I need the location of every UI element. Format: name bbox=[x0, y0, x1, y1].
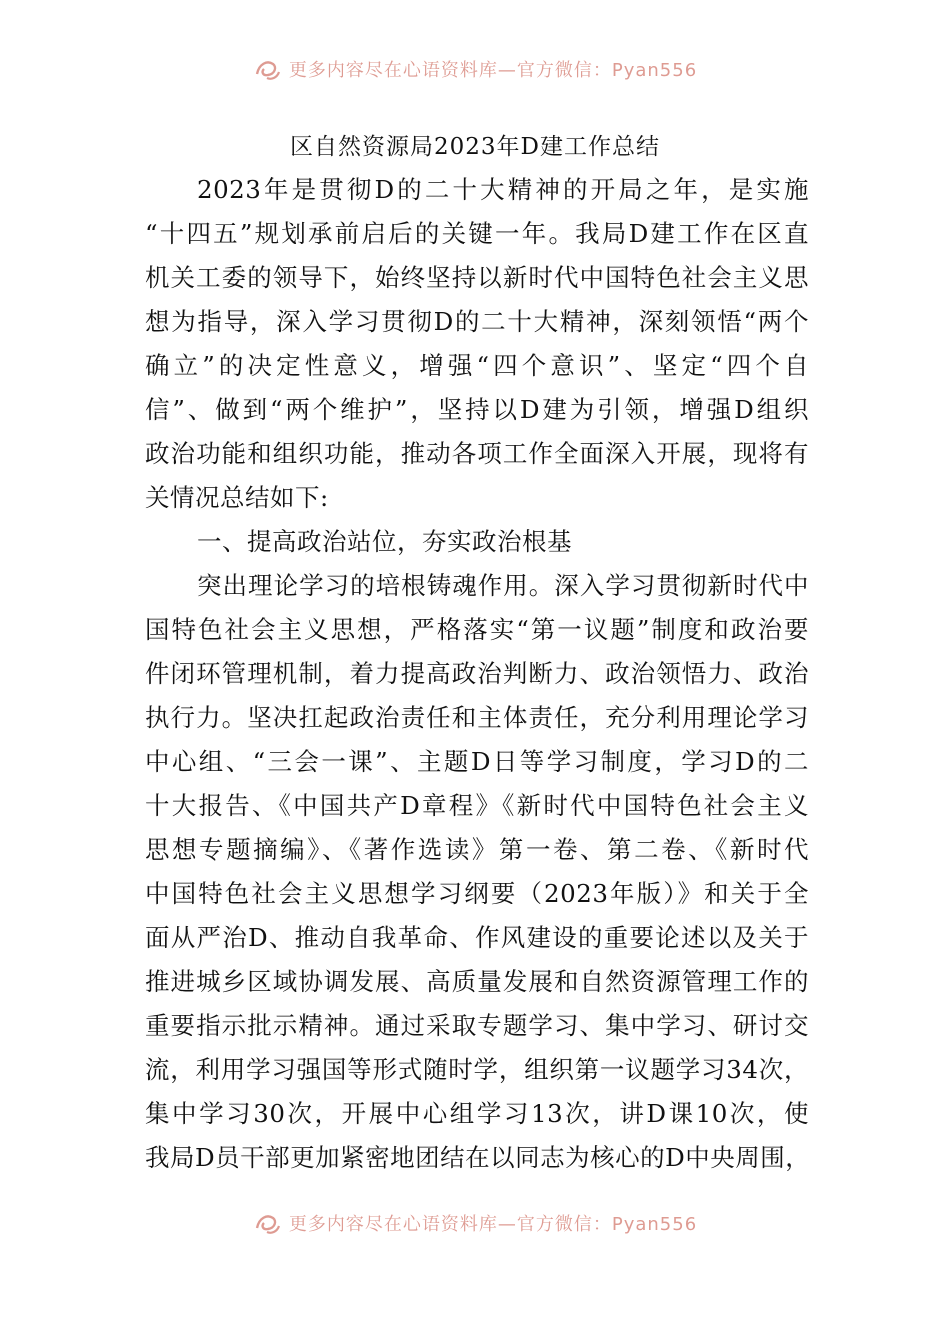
study-line: 中国特色社会主义思想学习纲要（2023年版）》和关于全 bbox=[145, 879, 809, 908]
study-line: 我局D员干部更加紧密地团结在以同志为核心的D中央周围， bbox=[145, 1143, 811, 1172]
document-body bbox=[145, 168, 809, 1180]
study-line: 思想专题摘编》、《著作选读》第一卷、第二卷、《新时代 bbox=[145, 835, 809, 864]
intro-line: 政治功能和组织功能，推动各项工作全面深入开展，现将有 bbox=[145, 439, 809, 468]
section-heading: 一、提高政治站位，夯实政治根基 bbox=[197, 527, 572, 556]
study-line: 件闭环管理机制，着力提高政治判断力、政治领悟力、政治 bbox=[145, 659, 809, 688]
intro-line: 想为指导，深入学习贯彻D的二十大精神，深刻领悟“两个 bbox=[145, 307, 809, 336]
document-title: 区自然资源局2023年D建工作总结 bbox=[290, 134, 660, 160]
study-line: 集中学习30次，开展中心组学习13次，讲D课10次，使 bbox=[145, 1099, 809, 1128]
watermark-bottom bbox=[0, 1206, 950, 1240]
watermark-top bbox=[0, 52, 950, 86]
study-line: 突出理论学习的培根铸魂作用。深入学习贯彻新时代中 bbox=[197, 571, 809, 600]
intro-line: 2023年是贯彻D的二十大精神的开局之年，是实施 bbox=[197, 175, 809, 204]
study-line: 十大报告、《中国共产D章程》《新时代中国特色社会主义 bbox=[145, 791, 809, 820]
watermark-text: 更多内容尽在心语资料库—官方微信：Pyan556 bbox=[288, 1214, 698, 1235]
study-line: 中心组、“三会一课”、主题D日等学习制度，学习D的二 bbox=[145, 747, 809, 776]
intro-line: 机关工委的领导下，始终坚持以新时代中国特色社会主义思 bbox=[145, 263, 809, 292]
intro-line: 信”、做到“两个维护”，坚持以D建为引领，增强D组织 bbox=[145, 395, 809, 424]
study-line: 国特色社会主义思想，严格落实“第一议题”制度和政治要 bbox=[145, 615, 809, 644]
intro-line: 关情况总结如下: bbox=[145, 483, 329, 512]
intro-line: 确立”的决定性意义，增强“四个意识”、坚定“四个自 bbox=[145, 351, 809, 380]
watermark-logo-icon bbox=[253, 56, 281, 82]
study-line: 重要指示批示精神。通过采取专题学习、集中学习、研讨交 bbox=[145, 1011, 809, 1040]
study-line: 面从严治D、推动自我革命、作风建设的重要论述以及关于 bbox=[145, 923, 809, 952]
intro-line: “十四五”规划承前启后的关键一年。我局D建工作在区直 bbox=[145, 219, 809, 248]
watermark-text: 更多内容尽在心语资料库—官方微信：Pyan556 bbox=[288, 60, 698, 81]
watermark-logo-icon bbox=[253, 1210, 281, 1236]
study-line: 推进城乡区域协调发展、高质量发展和自然资源管理工作的 bbox=[145, 967, 809, 996]
study-line: 流，利用学习强国等形式随时学，组织第一议题学习34次， bbox=[145, 1055, 809, 1084]
study-line: 执行力。坚决扛起政治责任和主体责任，充分利用理论学习 bbox=[145, 703, 809, 732]
